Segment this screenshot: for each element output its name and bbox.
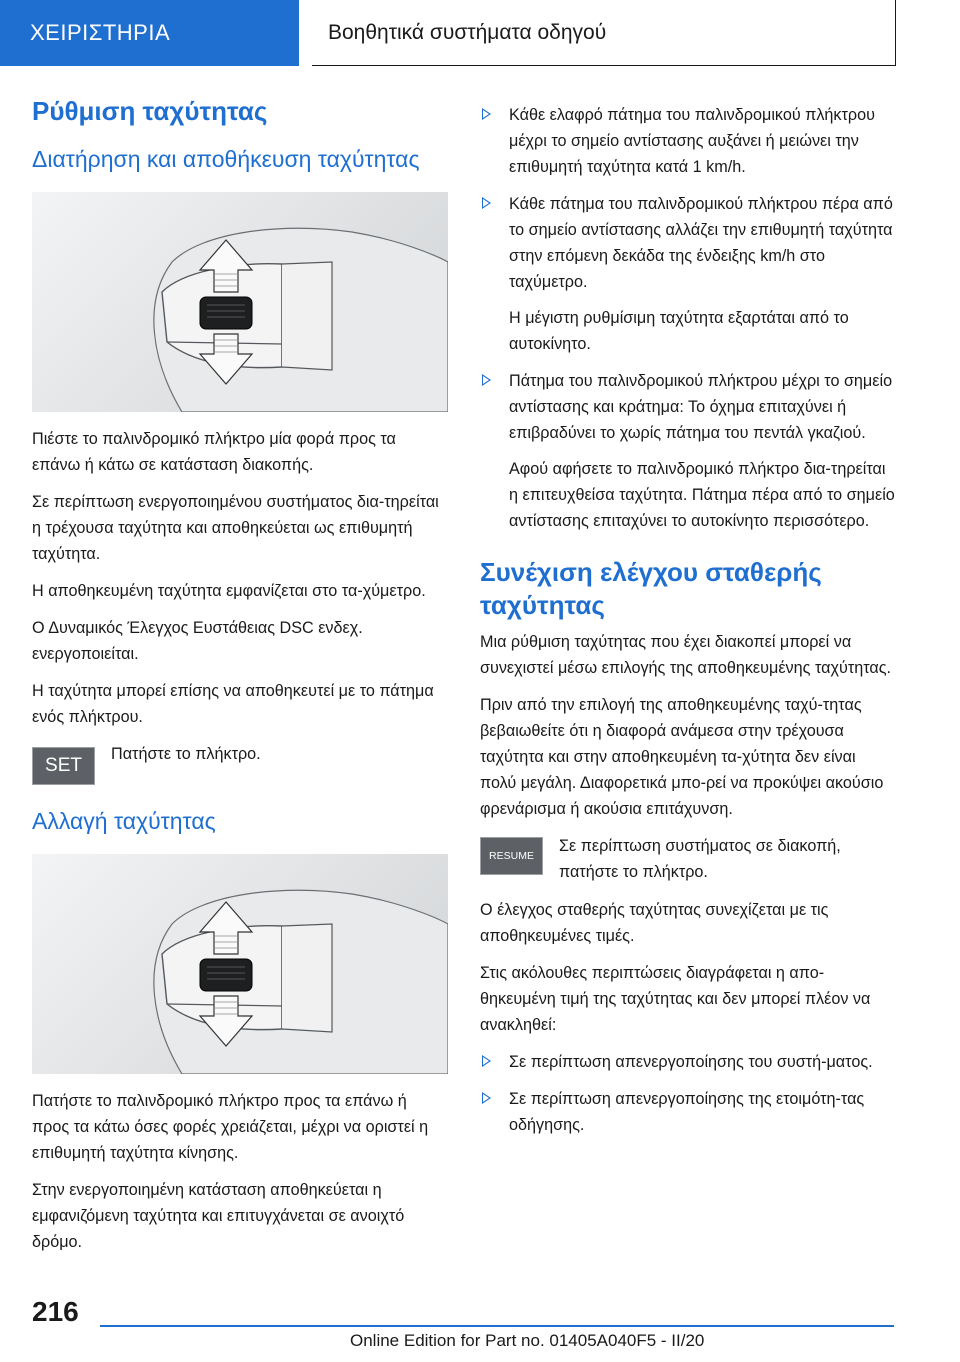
resume-key-row bbox=[480, 833, 896, 885]
section-tab bbox=[0, 0, 299, 66]
heading-resume-cruise-control: Συνέχιση ελέγχου σταθερής ταχύτητας bbox=[480, 557, 822, 620]
list-item bbox=[480, 368, 896, 534]
paragraph: Πριν από την επιλογή της αποθηκευμένης ταχύ-τητας βεβαιωθείτε ότι η διαφορά ανάμεσα στην τρέχουσα ταχύτητα και στην αποθηκευμένη τα-χύτητα δεν είναι πολύ μεγάλη. Διαφορετικά μπο-ρεί να προκύψει ακούσιο φρενάρισμα ή ακούσια επιτάχυνση. bbox=[480, 696, 884, 818]
footer-divider bbox=[100, 1325, 894, 1327]
list-item-note: Η μέγιστη ρυθμίσιμη ταχύτητα εξαρτάται από το αυτοκίνητο. bbox=[509, 309, 849, 353]
page-number: 216 bbox=[32, 1296, 79, 1327]
triangle-bullet-icon bbox=[482, 108, 491, 120]
chapter-header bbox=[312, 0, 896, 66]
triangle-bullet-icon bbox=[482, 1092, 491, 1104]
list-item-note: Αφού αφήσετε το παλινδρομικό πλήκτρο δια-τηρείται η επιτευχθείσα ταχύτητα. Πάτημα πέρα από το σημείο αντίστασης επιταχύνει το αυτοκίνητο περισσότερο. bbox=[509, 460, 895, 530]
list-item-text: Πάτημα του παλινδρομικού πλήκτρου μέχρι το σημείο αντίστασης και κράτημα: Το όχημα επιταχύνει ή επιβραδύνει το χωρίς πάτημα του πεντάλ γκαζιού. bbox=[509, 372, 893, 442]
chapter-title: Βοηθητικά συστήματα οδηγού bbox=[328, 20, 607, 44]
heading-speed-setting: Ρύθμιση ταχύτητας bbox=[32, 96, 268, 126]
list-item-text: Κάθε ελαφρό πάτημα του παλινδρομικού πλήκτρου μέχρι το σημείο αντίστασης αυξάνει ή μειώνει την επιθυμητή ταχύτητα κατά 1 km/h. bbox=[509, 106, 875, 176]
deletion-cases-list bbox=[480, 1049, 896, 1138]
resume-button-label: RESUME bbox=[489, 850, 534, 862]
edition-text: Online Edition for Part no. 01405A040F5 - II/20 bbox=[350, 1331, 705, 1350]
resume-button-icon bbox=[480, 837, 543, 875]
paragraph: Η αποθηκευμένη ταχύτητα εμφανίζεται στο τα-χύμετρο. bbox=[32, 581, 426, 600]
steering-wheel-rocker-image-1 bbox=[32, 192, 448, 412]
paragraph: Μια ρύθμιση ταχύτητας που έχει διακοπεί μπορεί να συνεχιστεί μέσω επιλογής της αποθηκευμένης ταχύτητας. bbox=[480, 633, 892, 677]
triangle-bullet-icon bbox=[482, 374, 491, 386]
resume-instruction: Σε περίπτωση συστήματος σε διακοπή, πατήστε το πλήκτρο. bbox=[559, 837, 841, 881]
set-button-label: SET bbox=[45, 754, 82, 776]
list-item bbox=[480, 1049, 896, 1075]
right-column bbox=[480, 102, 896, 1149]
section-title: ΧΕΙΡΙΣΤΗΡΙΑ bbox=[30, 20, 171, 45]
heading-change-speed: Αλλαγή ταχύτητας bbox=[32, 807, 216, 834]
triangle-bullet-icon bbox=[482, 197, 491, 209]
set-key-row bbox=[32, 741, 448, 785]
paragraph: Στις ακόλουθες περιπτώσεις διαγράφεται η απο-θηκευμένη τιμή της ταχύτητας και δεν μπορεί πλέον να ανακληθεί: bbox=[480, 964, 871, 1034]
paragraph: Στην ενεργοποιημένη κατάσταση αποθηκεύεται η εμφανιζόμενη ταχύτητα και επιτυγχάνεται σε ανοιχτό δρόμο. bbox=[32, 1180, 405, 1251]
list-item bbox=[480, 102, 896, 180]
list-item-text: Σε περίπτωση απενεργοποίησης του συστή-ματος. bbox=[509, 1053, 873, 1071]
paragraph: Πιέστε το παλινδρομικό πλήκτρο μία φορά προς τα επάνω ή κάτω σε κατάσταση διακοπής. bbox=[32, 429, 396, 474]
list-item bbox=[480, 1086, 896, 1138]
heading-maintain-store-speed: Διατήρηση και αποθήκευση ταχύτητας bbox=[32, 146, 420, 173]
list-item-text: Σε περίπτωση απενεργοποίησης της ετοιμότη-τας οδήγησης. bbox=[509, 1090, 865, 1134]
paragraph: Ο Δυναμικός Έλεγχος Ευστάθειας DSC ενδεχ. ενεργοποιείται. bbox=[32, 618, 363, 663]
speed-change-list bbox=[480, 102, 896, 534]
paragraph: Σε περίπτωση ενεργοποιημένου συστήματος δια-τηρείται η τρέχουσα ταχύτητα και αποθηκεύεται ως επιθυμητή ταχύτητα. bbox=[32, 492, 439, 563]
set-instruction: Πατήστε το πλήκτρο. bbox=[111, 744, 261, 763]
list-item-text: Κάθε πάτημα του παλινδρομικού πλήκτρου πέρα από το σημείο αντίστασης αλλάζει την επιθυμητή ταχύτητα στην επόμενη δεκάδα της ένδειξης km/h στο ταχύμετρο. bbox=[509, 195, 893, 291]
set-button-icon bbox=[32, 747, 95, 785]
steering-wheel-rocker-image-2 bbox=[32, 854, 448, 1074]
paragraph: Ο έλεγχος σταθερής ταχύτητας συνεχίζεται με τις αποθηκευμένες τιμές. bbox=[480, 901, 829, 945]
paragraph: Πατήστε το παλινδρομικό πλήκτρο προς τα επάνω ή προς τα κάτω όσες φορές χρειάζεται, μέχρι να οριστεί η επιθυμητή ταχύτητα κίνησης. bbox=[32, 1091, 429, 1162]
list-item bbox=[480, 191, 896, 357]
triangle-bullet-icon bbox=[482, 1055, 491, 1067]
left-column bbox=[32, 96, 448, 1266]
paragraph: Η ταχύτητα μπορεί επίσης να αποθηκευτεί με το πάτημα ενός πλήκτρου. bbox=[32, 681, 434, 726]
